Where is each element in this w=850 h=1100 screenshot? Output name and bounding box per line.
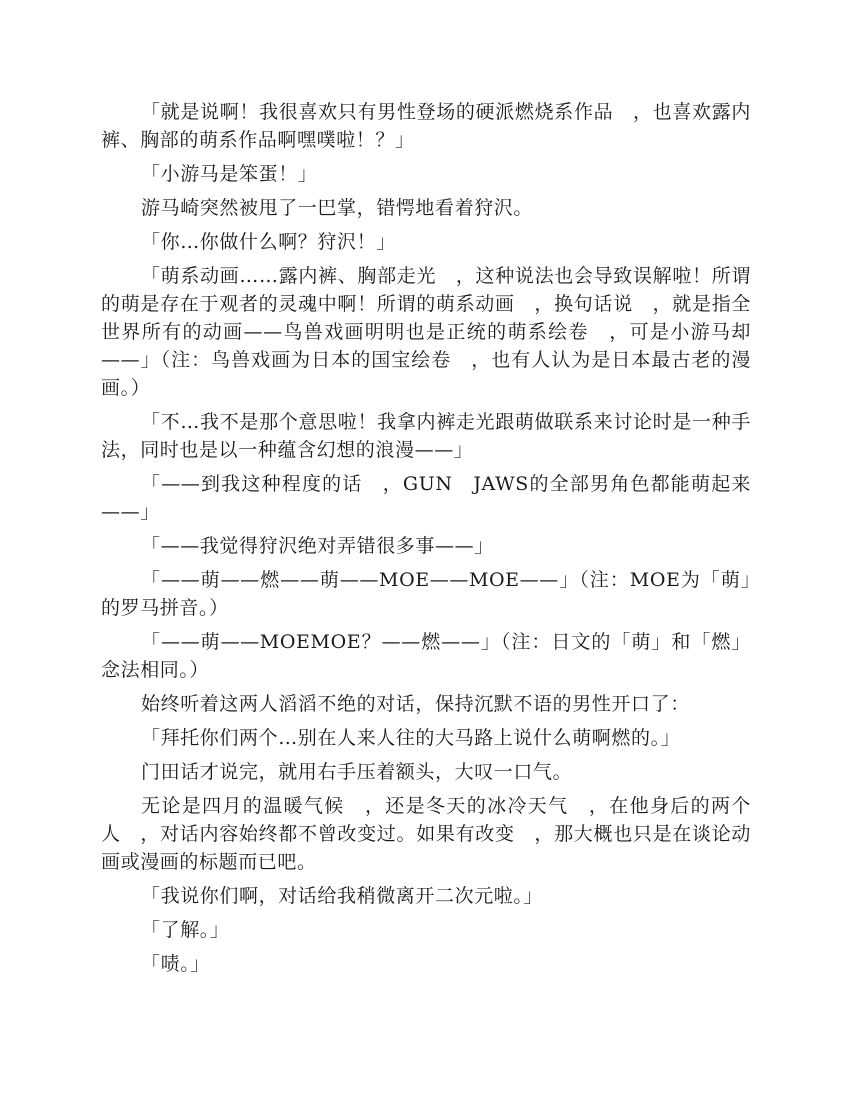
paragraph: 无论是四月的温暖气候 ，还是冬天的冰冷天气 ，在他身后的两个人 ，对话内容始终都不曾改变过。如果有改变 ，那大概也只是在谈论动画或漫画的标题而已吧。 <box>101 795 751 873</box>
paragraph: 「不…我不是那个意思啦！我拿内裤走光跟萌做联系来讨论时是一种手法，同时也是以一种蕴含幻想的浪漫——」 <box>101 411 751 461</box>
paragraph: 始终听着这两人滔滔不绝的对话，保持沉默不语的男性开口了： <box>141 693 690 715</box>
paragraph: 「就是说啊！我很喜欢只有男性登场的硬派燃烧系作品 ，也喜欢露内裤、胸部的萌系作品啊嘿噗啦！？」 <box>101 101 751 151</box>
paragraph: 「小游马是笨蛋！」 <box>141 163 318 185</box>
paragraph: 「萌系动画……露内裤、胸部走光 ，这种说法也会导致误解啦！所谓的萌是存在于观者的灵魂中啊！所谓的萌系动画 ，换句话说 ，就是指全世界所有的动画——鸟兽戏画明明也是正统的萌系绘卷 ，可是小游马却——」（注：鸟兽戏画为日本的国宝绘卷 ，也有人认为是日本最古老的漫画。） <box>101 265 751 399</box>
paragraph: 「我说你们啊，对话给我稍微离开二次元啦。」 <box>141 885 544 907</box>
paragraph: 门田话才说完，就用右手压着额头，大叹一口气。 <box>141 761 573 783</box>
paragraph: 「——到我这种程度的话 ，GUN JAWS的全部男角色都能萌起来——」 <box>101 473 751 523</box>
paragraph: 「你…你做什么啊？狩沢！」 <box>141 231 396 253</box>
paragraph: 「啧。」 <box>141 953 210 975</box>
paragraph: 游马崎突然被甩了一巴掌，错愕地看着狩沢。 <box>141 197 534 219</box>
paragraph: 「——萌——MOEMOE？——燃——」（注：日文的「萌」和「燃」念法相同。） <box>101 631 751 681</box>
document-body <box>101 98 751 984</box>
paragraph: 「——我觉得狩沢绝对弄错很多事——」 <box>141 535 494 557</box>
paragraph: 「拜托你们两个…别在人来人往的大马路上说什么萌啊燃的。」 <box>141 727 681 749</box>
paragraph: 「——萌——燃——萌——MOE——MOE——」（注：MOE为「萌」的罗马拼音。） <box>101 569 751 619</box>
paragraph: 「了解。」 <box>141 919 230 941</box>
